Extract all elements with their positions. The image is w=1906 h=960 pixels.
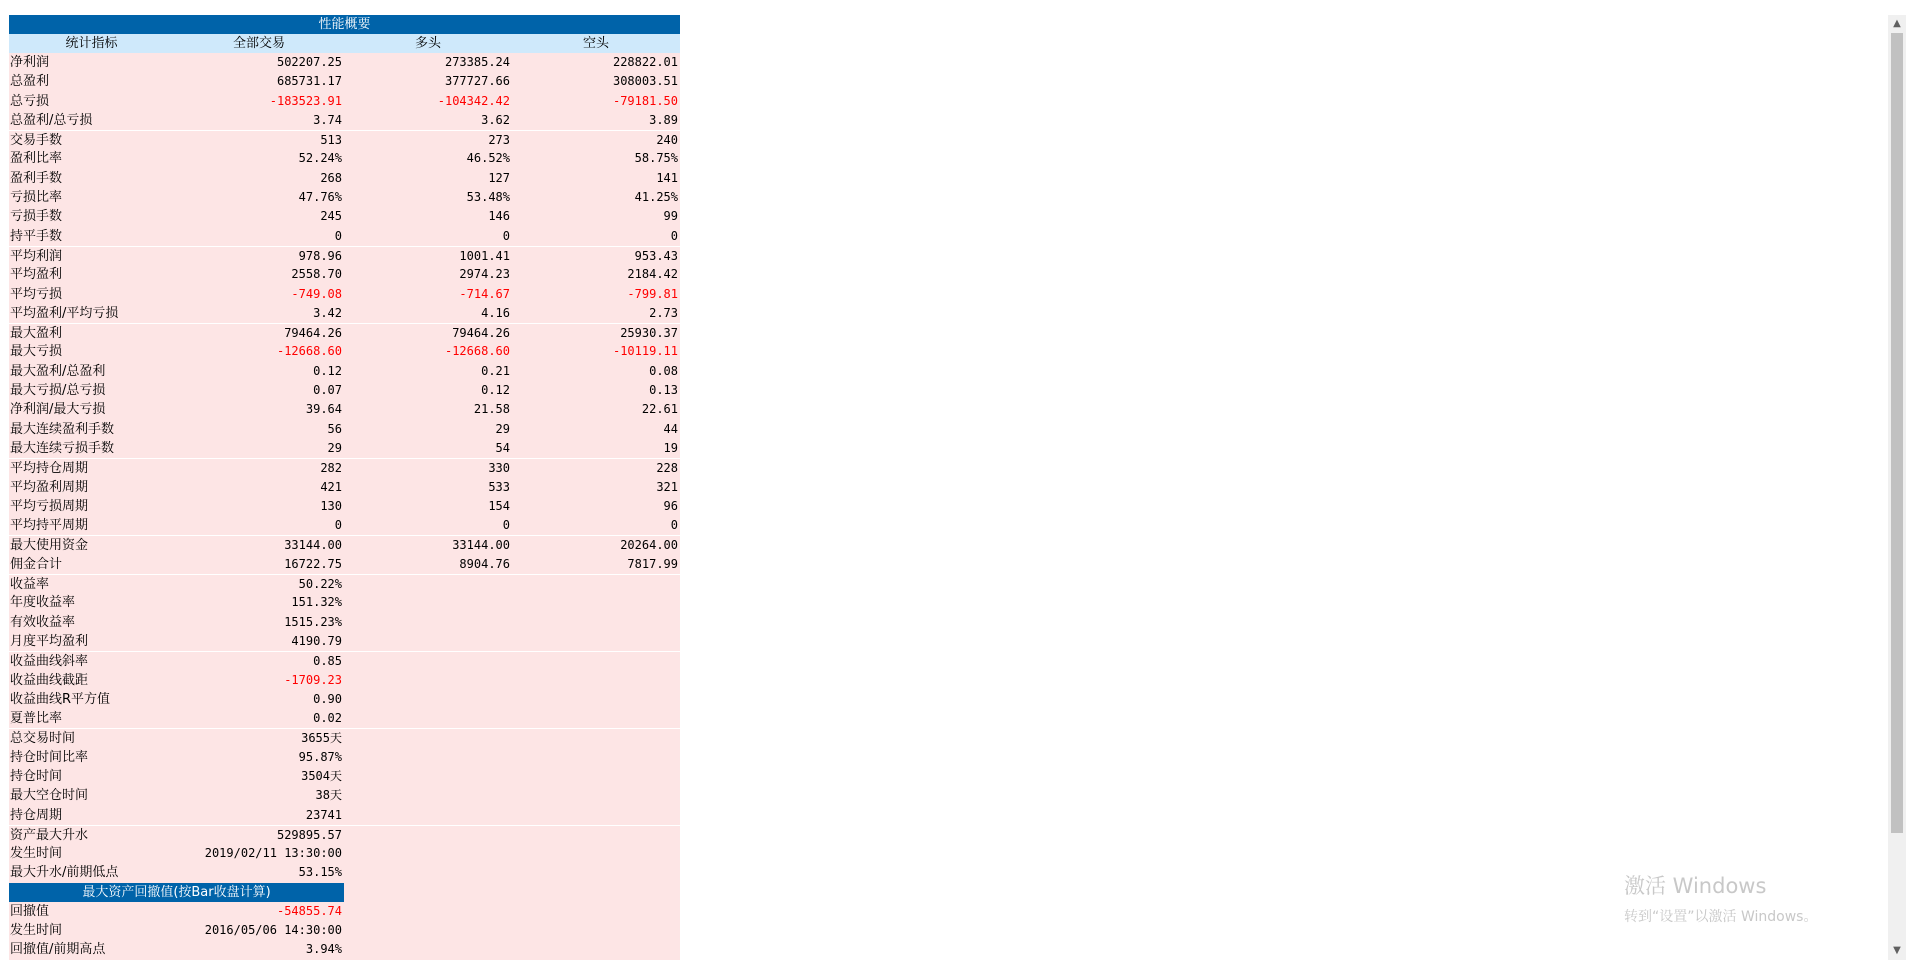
row-label: 收益率 — [9, 574, 174, 593]
value-long: -12668.60 — [344, 342, 512, 361]
value-short: 308003.51 — [512, 72, 680, 91]
value-short: 321 — [512, 478, 680, 497]
empty-cell — [512, 902, 680, 921]
stats-row[interactable] — [9, 265, 680, 284]
stats-row[interactable] — [9, 671, 680, 690]
drawdown-row[interactable] — [9, 902, 680, 921]
stats-row[interactable] — [9, 651, 680, 670]
value-long: 273385.24 — [344, 53, 512, 72]
stats-row[interactable] — [9, 728, 680, 747]
drawdown-rows — [9, 902, 680, 960]
empty-cell — [512, 632, 680, 651]
value-short: 2184.42 — [512, 265, 680, 284]
empty-cell — [344, 593, 512, 612]
value-long: -104342.42 — [344, 92, 512, 111]
row-label: 收益曲线R平方值 — [9, 690, 174, 709]
value-all: 79464.26 — [174, 323, 344, 342]
value-all: 50.22% — [174, 574, 344, 593]
value-all: 4190.79 — [174, 632, 344, 651]
stats-row[interactable] — [9, 72, 680, 91]
row-label: 最大连续亏损手数 — [9, 439, 174, 458]
row-label: 平均盈利周期 — [9, 478, 174, 497]
empty-cell — [512, 613, 680, 632]
stats-row[interactable] — [9, 748, 680, 767]
drawdown-row[interactable] — [9, 921, 680, 940]
stats-row[interactable] — [9, 400, 680, 419]
row-label: 总盈利 — [9, 72, 174, 91]
stats-row[interactable] — [9, 149, 680, 168]
row-label: 净利润 — [9, 53, 174, 72]
empty-cell — [344, 574, 512, 593]
empty-cell — [344, 844, 512, 863]
value-short: 96 — [512, 497, 680, 516]
row-label: 最大使用资金 — [9, 535, 174, 554]
row-label: 最大盈利 — [9, 323, 174, 342]
stats-row[interactable] — [9, 342, 680, 361]
value-short: 228822.01 — [512, 53, 680, 72]
stats-row[interactable] — [9, 188, 680, 207]
row-label: 持仓时间 — [9, 767, 174, 786]
stats-row[interactable] — [9, 169, 680, 188]
value-all: 47.76% — [174, 188, 344, 207]
value-short: 953.43 — [512, 246, 680, 265]
row-label: 资产最大升水 — [9, 825, 174, 844]
stats-row[interactable] — [9, 613, 680, 632]
value-all: 151.32% — [174, 593, 344, 612]
row-label: 发生时间 — [9, 844, 174, 863]
value-long: 1001.41 — [344, 246, 512, 265]
row-label: 总亏损 — [9, 92, 174, 111]
row-label: 平均持仓周期 — [9, 458, 174, 477]
stats-row[interactable] — [9, 535, 680, 554]
empty-cell — [344, 632, 512, 651]
stats-row[interactable] — [9, 690, 680, 709]
value-short: 0.08 — [512, 362, 680, 381]
empty-cell — [344, 613, 512, 632]
empty-cell — [512, 690, 680, 709]
drawdown-row[interactable] — [9, 940, 680, 959]
empty-cell — [512, 593, 680, 612]
stats-row[interactable] — [9, 227, 680, 246]
value-long: 0.12 — [344, 381, 512, 400]
column-header-row — [9, 34, 680, 53]
row-label: 收益曲线截距 — [9, 671, 174, 690]
value-short: -10119.11 — [512, 342, 680, 361]
empty-cell — [344, 671, 512, 690]
vertical-scrollbar[interactable] — [1888, 15, 1906, 960]
panel-title: 性能概要 — [9, 15, 680, 34]
empty-cell — [512, 748, 680, 767]
row-label: 总盈利/总亏损 — [9, 111, 174, 130]
row-label: 盈利手数 — [9, 169, 174, 188]
stats-row[interactable] — [9, 497, 680, 516]
stats-row[interactable] — [9, 304, 680, 323]
value-all: 685731.17 — [174, 72, 344, 91]
stats-row[interactable] — [9, 863, 680, 882]
value-short: 41.25% — [512, 188, 680, 207]
value-short: 25930.37 — [512, 323, 680, 342]
stats-row[interactable] — [9, 53, 680, 72]
column-header-metric[interactable]: 统计指标 — [65, 36, 118, 51]
value-long: 53.48% — [344, 188, 512, 207]
value-all: 529895.57 — [174, 825, 344, 844]
value-all: 513 — [174, 130, 344, 149]
row-label: 最大亏损/总亏损 — [9, 381, 174, 400]
value-long: 533 — [344, 478, 512, 497]
empty-cell — [344, 863, 512, 882]
value-long: 154 — [344, 497, 512, 516]
value-all: 1515.23% — [174, 613, 344, 632]
stats-row[interactable] — [9, 825, 680, 844]
row-label: 平均盈利 — [9, 265, 174, 284]
value-all: 0.12 — [174, 362, 344, 381]
empty-cell — [344, 786, 512, 805]
value-all: 0 — [174, 516, 344, 535]
value-all: 53.15% — [174, 863, 344, 882]
value-all: 268 — [174, 169, 344, 188]
windows-activation-watermark — [1624, 870, 1817, 926]
stats-row[interactable] — [9, 786, 680, 805]
stats-row[interactable] — [9, 92, 680, 111]
stats-row[interactable] — [9, 323, 680, 342]
value-short: 0 — [512, 227, 680, 246]
row-label: 最大升水/前期低点 — [9, 863, 174, 882]
value-long: 21.58 — [344, 400, 512, 419]
value-short: 3.89 — [512, 111, 680, 130]
column-header-long[interactable]: 多头 — [414, 36, 441, 51]
empty-cell — [512, 844, 680, 863]
value-long: 79464.26 — [344, 323, 512, 342]
value-long: 8904.76 — [344, 555, 512, 574]
value-all: 2016/05/06 14:30:00 — [174, 921, 344, 940]
value-long: 0.21 — [344, 362, 512, 381]
row-label: 平均亏损周期 — [9, 497, 174, 516]
value-all: 39.64 — [174, 400, 344, 419]
stats-row[interactable] — [9, 130, 680, 149]
value-all: -1709.23 — [174, 671, 344, 690]
empty-cell — [512, 767, 680, 786]
watermark-line2: 转到“设置”以激活 Windows。 — [1624, 909, 1818, 925]
value-all: 95.87% — [174, 748, 344, 767]
row-label: 平均持平周期 — [9, 516, 174, 535]
empty-cell — [512, 825, 680, 844]
drawdown-title: 最大资产回撤值(按Bar收盘计算) — [9, 883, 344, 902]
value-all: 33144.00 — [174, 535, 344, 554]
value-all: 3504天 — [174, 767, 344, 786]
value-short: 7817.99 — [512, 555, 680, 574]
empty-cell — [344, 728, 512, 747]
value-all: -54855.74 — [174, 902, 344, 921]
row-label: 最大亏损 — [9, 342, 174, 361]
empty-cell — [512, 671, 680, 690]
empty-cell — [512, 709, 680, 728]
value-long: 54 — [344, 439, 512, 458]
value-short: 2.73 — [512, 304, 680, 323]
row-label: 有效收益率 — [9, 613, 174, 632]
value-short: 44 — [512, 420, 680, 439]
value-all: 52.24% — [174, 149, 344, 168]
row-label: 交易手数 — [9, 130, 174, 149]
value-short: 228 — [512, 458, 680, 477]
value-long: 46.52% — [344, 149, 512, 168]
value-all: 502207.25 — [174, 53, 344, 72]
value-all: 978.96 — [174, 246, 344, 265]
value-long: 146 — [344, 207, 512, 226]
empty-cell — [512, 863, 680, 882]
scrollbar-thumb[interactable] — [1891, 33, 1903, 833]
value-all: 23741 — [174, 806, 344, 825]
empty-cell — [344, 902, 512, 921]
empty-cell — [344, 825, 512, 844]
scroll-down-arrow-icon[interactable]: ▼ — [1893, 945, 1901, 956]
value-all: 3.42 — [174, 304, 344, 323]
value-all: 29 — [174, 439, 344, 458]
stats-row[interactable] — [9, 439, 680, 458]
empty-cell — [512, 940, 680, 959]
value-all: 3.94% — [174, 940, 344, 959]
empty-cell — [344, 767, 512, 786]
row-label: 亏损比率 — [9, 188, 174, 207]
empty-cell — [344, 806, 512, 825]
row-label: 月度平均盈利 — [9, 632, 174, 651]
value-all: 421 — [174, 478, 344, 497]
value-all: 2019/02/11 13:30:00 — [174, 844, 344, 863]
empty-cell — [512, 651, 680, 670]
row-label: 回撤值 — [9, 902, 174, 921]
value-short: 58.75% — [512, 149, 680, 168]
row-label: 佣金合计 — [9, 555, 174, 574]
row-label: 盈利比率 — [9, 149, 174, 168]
row-label: 最大空仓时间 — [9, 786, 174, 805]
row-label: 夏普比率 — [9, 709, 174, 728]
row-label: 持平手数 — [9, 227, 174, 246]
stats-row[interactable] — [9, 574, 680, 593]
value-short: 0.13 — [512, 381, 680, 400]
value-all: 282 — [174, 458, 344, 477]
drawdown-header — [9, 883, 680, 902]
value-all: 38天 — [174, 786, 344, 805]
row-label: 净利润/最大亏损 — [9, 400, 174, 419]
column-header-short[interactable]: 空头 — [582, 36, 609, 51]
value-all: 3655天 — [174, 728, 344, 747]
scroll-up-arrow-icon[interactable]: ▲ — [1893, 18, 1901, 29]
value-long: 377727.66 — [344, 72, 512, 91]
value-all: -183523.91 — [174, 92, 344, 111]
row-label: 最大盈利/总盈利 — [9, 362, 174, 381]
value-long: 273 — [344, 130, 512, 149]
value-all: 0 — [174, 227, 344, 246]
row-label: 发生时间 — [9, 921, 174, 940]
stats-row[interactable] — [9, 420, 680, 439]
value-long: 3.62 — [344, 111, 512, 130]
value-all: 56 — [174, 420, 344, 439]
value-all: -12668.60 — [174, 342, 344, 361]
value-all: 16722.75 — [174, 555, 344, 574]
stats-row[interactable] — [9, 516, 680, 535]
value-long: 330 — [344, 458, 512, 477]
value-long: 2974.23 — [344, 265, 512, 284]
value-short: 22.61 — [512, 400, 680, 419]
row-label: 平均利润 — [9, 246, 174, 265]
row-label: 年度收益率 — [9, 593, 174, 612]
empty-cell — [344, 690, 512, 709]
value-short: 20264.00 — [512, 535, 680, 554]
performance-summary-panel — [9, 15, 680, 960]
row-label: 持仓时间比率 — [9, 748, 174, 767]
column-header-all[interactable]: 全部交易 — [232, 36, 285, 51]
row-label: 最大连续盈利手数 — [9, 420, 174, 439]
stats-row[interactable] — [9, 806, 680, 825]
empty-cell — [344, 709, 512, 728]
value-short: 99 — [512, 207, 680, 226]
empty-cell — [344, 651, 512, 670]
row-label: 总交易时间 — [9, 728, 174, 747]
stats-row[interactable] — [9, 285, 680, 304]
empty-cell — [512, 921, 680, 940]
stats-row[interactable] — [9, 246, 680, 265]
stats-row[interactable] — [9, 767, 680, 786]
value-short: 141 — [512, 169, 680, 188]
empty-cell — [344, 921, 512, 940]
value-long: 29 — [344, 420, 512, 439]
value-all: 130 — [174, 497, 344, 516]
stats-row[interactable] — [9, 709, 680, 728]
value-short: 240 — [512, 130, 680, 149]
value-all: 3.74 — [174, 111, 344, 130]
row-label: 亏损手数 — [9, 207, 174, 226]
value-long: -714.67 — [344, 285, 512, 304]
stats-rows — [9, 53, 680, 883]
value-long: 33144.00 — [344, 535, 512, 554]
row-label: 持仓周期 — [9, 806, 174, 825]
stats-row[interactable] — [9, 593, 680, 612]
value-short: 0 — [512, 516, 680, 535]
value-all: 0.90 — [174, 690, 344, 709]
value-all: -749.08 — [174, 285, 344, 304]
stats-row[interactable] — [9, 381, 680, 400]
value-all: 2558.70 — [174, 265, 344, 284]
value-long: 0 — [344, 227, 512, 246]
stats-row[interactable] — [9, 362, 680, 381]
empty-cell — [512, 786, 680, 805]
value-long: 4.16 — [344, 304, 512, 323]
value-all: 0.07 — [174, 381, 344, 400]
value-short: -79181.50 — [512, 92, 680, 111]
empty-cell — [344, 748, 512, 767]
value-all: 0.02 — [174, 709, 344, 728]
row-label: 回撤值/前期高点 — [9, 940, 174, 959]
value-all: 245 — [174, 207, 344, 226]
empty-cell — [512, 806, 680, 825]
stats-row[interactable] — [9, 207, 680, 226]
empty-cell — [512, 574, 680, 593]
value-short: 19 — [512, 439, 680, 458]
stats-row[interactable] — [9, 632, 680, 651]
value-long: 0 — [344, 516, 512, 535]
empty-cell — [512, 728, 680, 747]
row-label: 平均盈利/平均亏损 — [9, 304, 174, 323]
stats-row[interactable] — [9, 555, 680, 574]
stats-row[interactable] — [9, 111, 680, 130]
empty-cell — [344, 940, 512, 959]
value-all: 0.85 — [174, 651, 344, 670]
stats-row[interactable] — [9, 844, 680, 863]
value-short: -799.81 — [512, 285, 680, 304]
drawdown-header-blank — [344, 883, 680, 902]
watermark-line1: 激活 Windows — [1624, 874, 1767, 898]
value-long: 127 — [344, 169, 512, 188]
stats-row[interactable] — [9, 458, 680, 477]
row-label: 收益曲线斜率 — [9, 651, 174, 670]
row-label: 平均亏损 — [9, 285, 174, 304]
stats-row[interactable] — [9, 478, 680, 497]
